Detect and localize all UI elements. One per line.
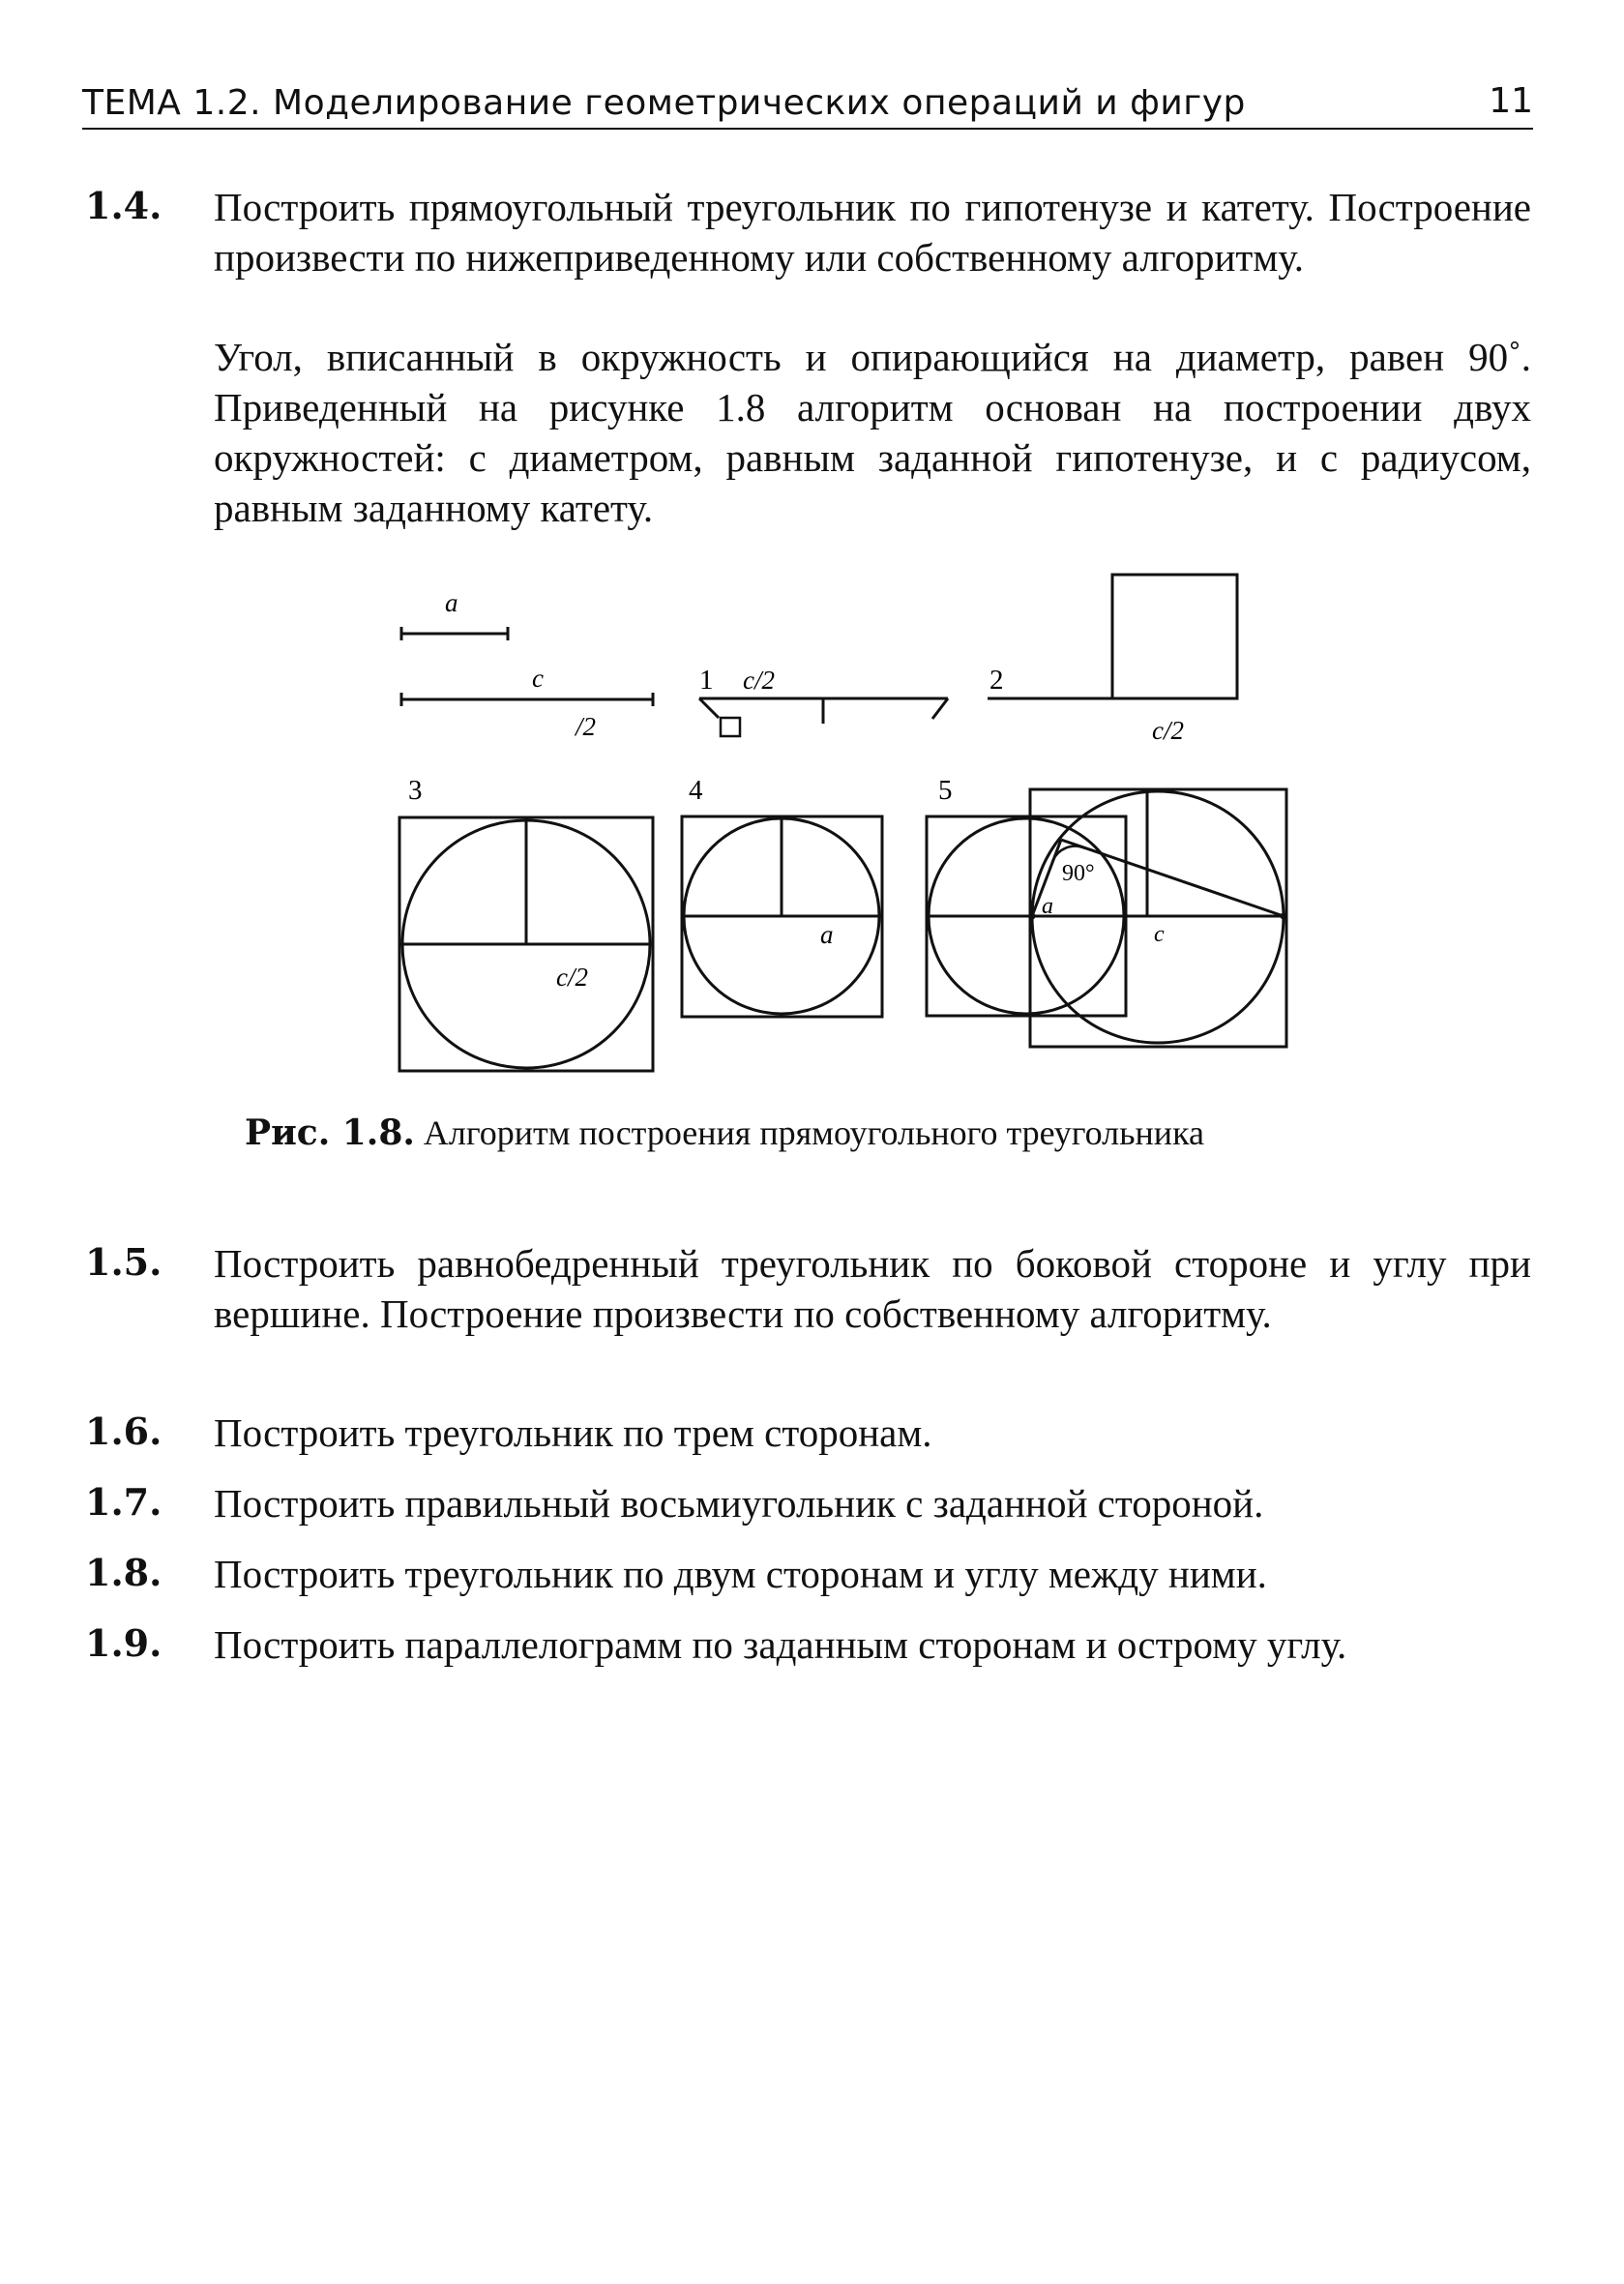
task-number-1-8: 1.8. <box>85 1551 162 1594</box>
task-number-1-5: 1.5. <box>85 1240 162 1284</box>
label-c: c <box>532 664 544 693</box>
header-rule <box>82 128 1533 130</box>
label-step4: 4 <box>689 775 703 806</box>
label-step5: 5 <box>938 775 953 806</box>
label-half: /2 <box>576 712 597 741</box>
task-1-4-text: Построить прямоугольный треугольник по гипотенузе и катету. Построение произвести по нижеприведенному или собственному алгоритму. <box>214 185 1531 280</box>
task-1-9-text: Построить параллелограмм по заданным сторонам и острому углу. <box>214 1622 1347 1667</box>
label-step3: 3 <box>408 775 423 806</box>
label-a: a <box>445 588 458 617</box>
label-a-step4: a <box>820 920 834 949</box>
step2-square <box>1112 575 1237 698</box>
label-angle: 90° <box>1062 861 1095 886</box>
task-1-5-text: Построить равнобедренный треугольник по боковой стороне и углу при вершине. Построение произвести по собственному алгоритму. <box>214 1241 1531 1336</box>
label-c-half-3: c/2 <box>556 963 588 992</box>
figure-caption-label: Рис. 1.8. <box>245 1112 415 1153</box>
label-a-step5: a <box>1042 894 1053 919</box>
task-number-1-4: 1.4. <box>85 184 162 227</box>
task-number-1-9: 1.9. <box>85 1621 162 1665</box>
label-step1: 1 <box>699 665 714 696</box>
task-1-6-text: Построить треугольник по трем сторонам. <box>214 1410 932 1455</box>
task-1-7-text: Построить правильный восьмиугольник с заданной стороной. <box>214 1481 1264 1526</box>
figure-caption <box>245 1112 1204 1153</box>
page-number: 11 <box>1489 81 1533 121</box>
label-step2: 2 <box>989 665 1004 696</box>
task-1-8-text: Построить треугольник по двум сторонам и углу между ними. <box>214 1552 1267 1596</box>
label-c-half-1: c/2 <box>743 666 775 695</box>
task-number-1-7: 1.7. <box>85 1480 162 1524</box>
label-c-step5: c <box>1154 922 1165 947</box>
figure-caption-text: Алгоритм построения прямоугольного треугольника <box>423 1113 1204 1152</box>
figure-1-8 <box>387 571 1306 1093</box>
task-1-4-explanation: Угол, вписанный в окружность и опирающийся на диаметр, равен 90˚. Приведенный на рисунке 1.8 алгоритм основан на построении двух окружностей: с диаметром, равным заданной гипотенузе, и с радиусом, равным заданному катету. <box>214 335 1531 530</box>
label-c-half-2: c/2 <box>1152 716 1184 745</box>
task-number-1-6: 1.6. <box>85 1409 162 1453</box>
running-header: ТЕМА 1.2. Моделирование геометрических операций и фигур <box>82 83 1246 123</box>
